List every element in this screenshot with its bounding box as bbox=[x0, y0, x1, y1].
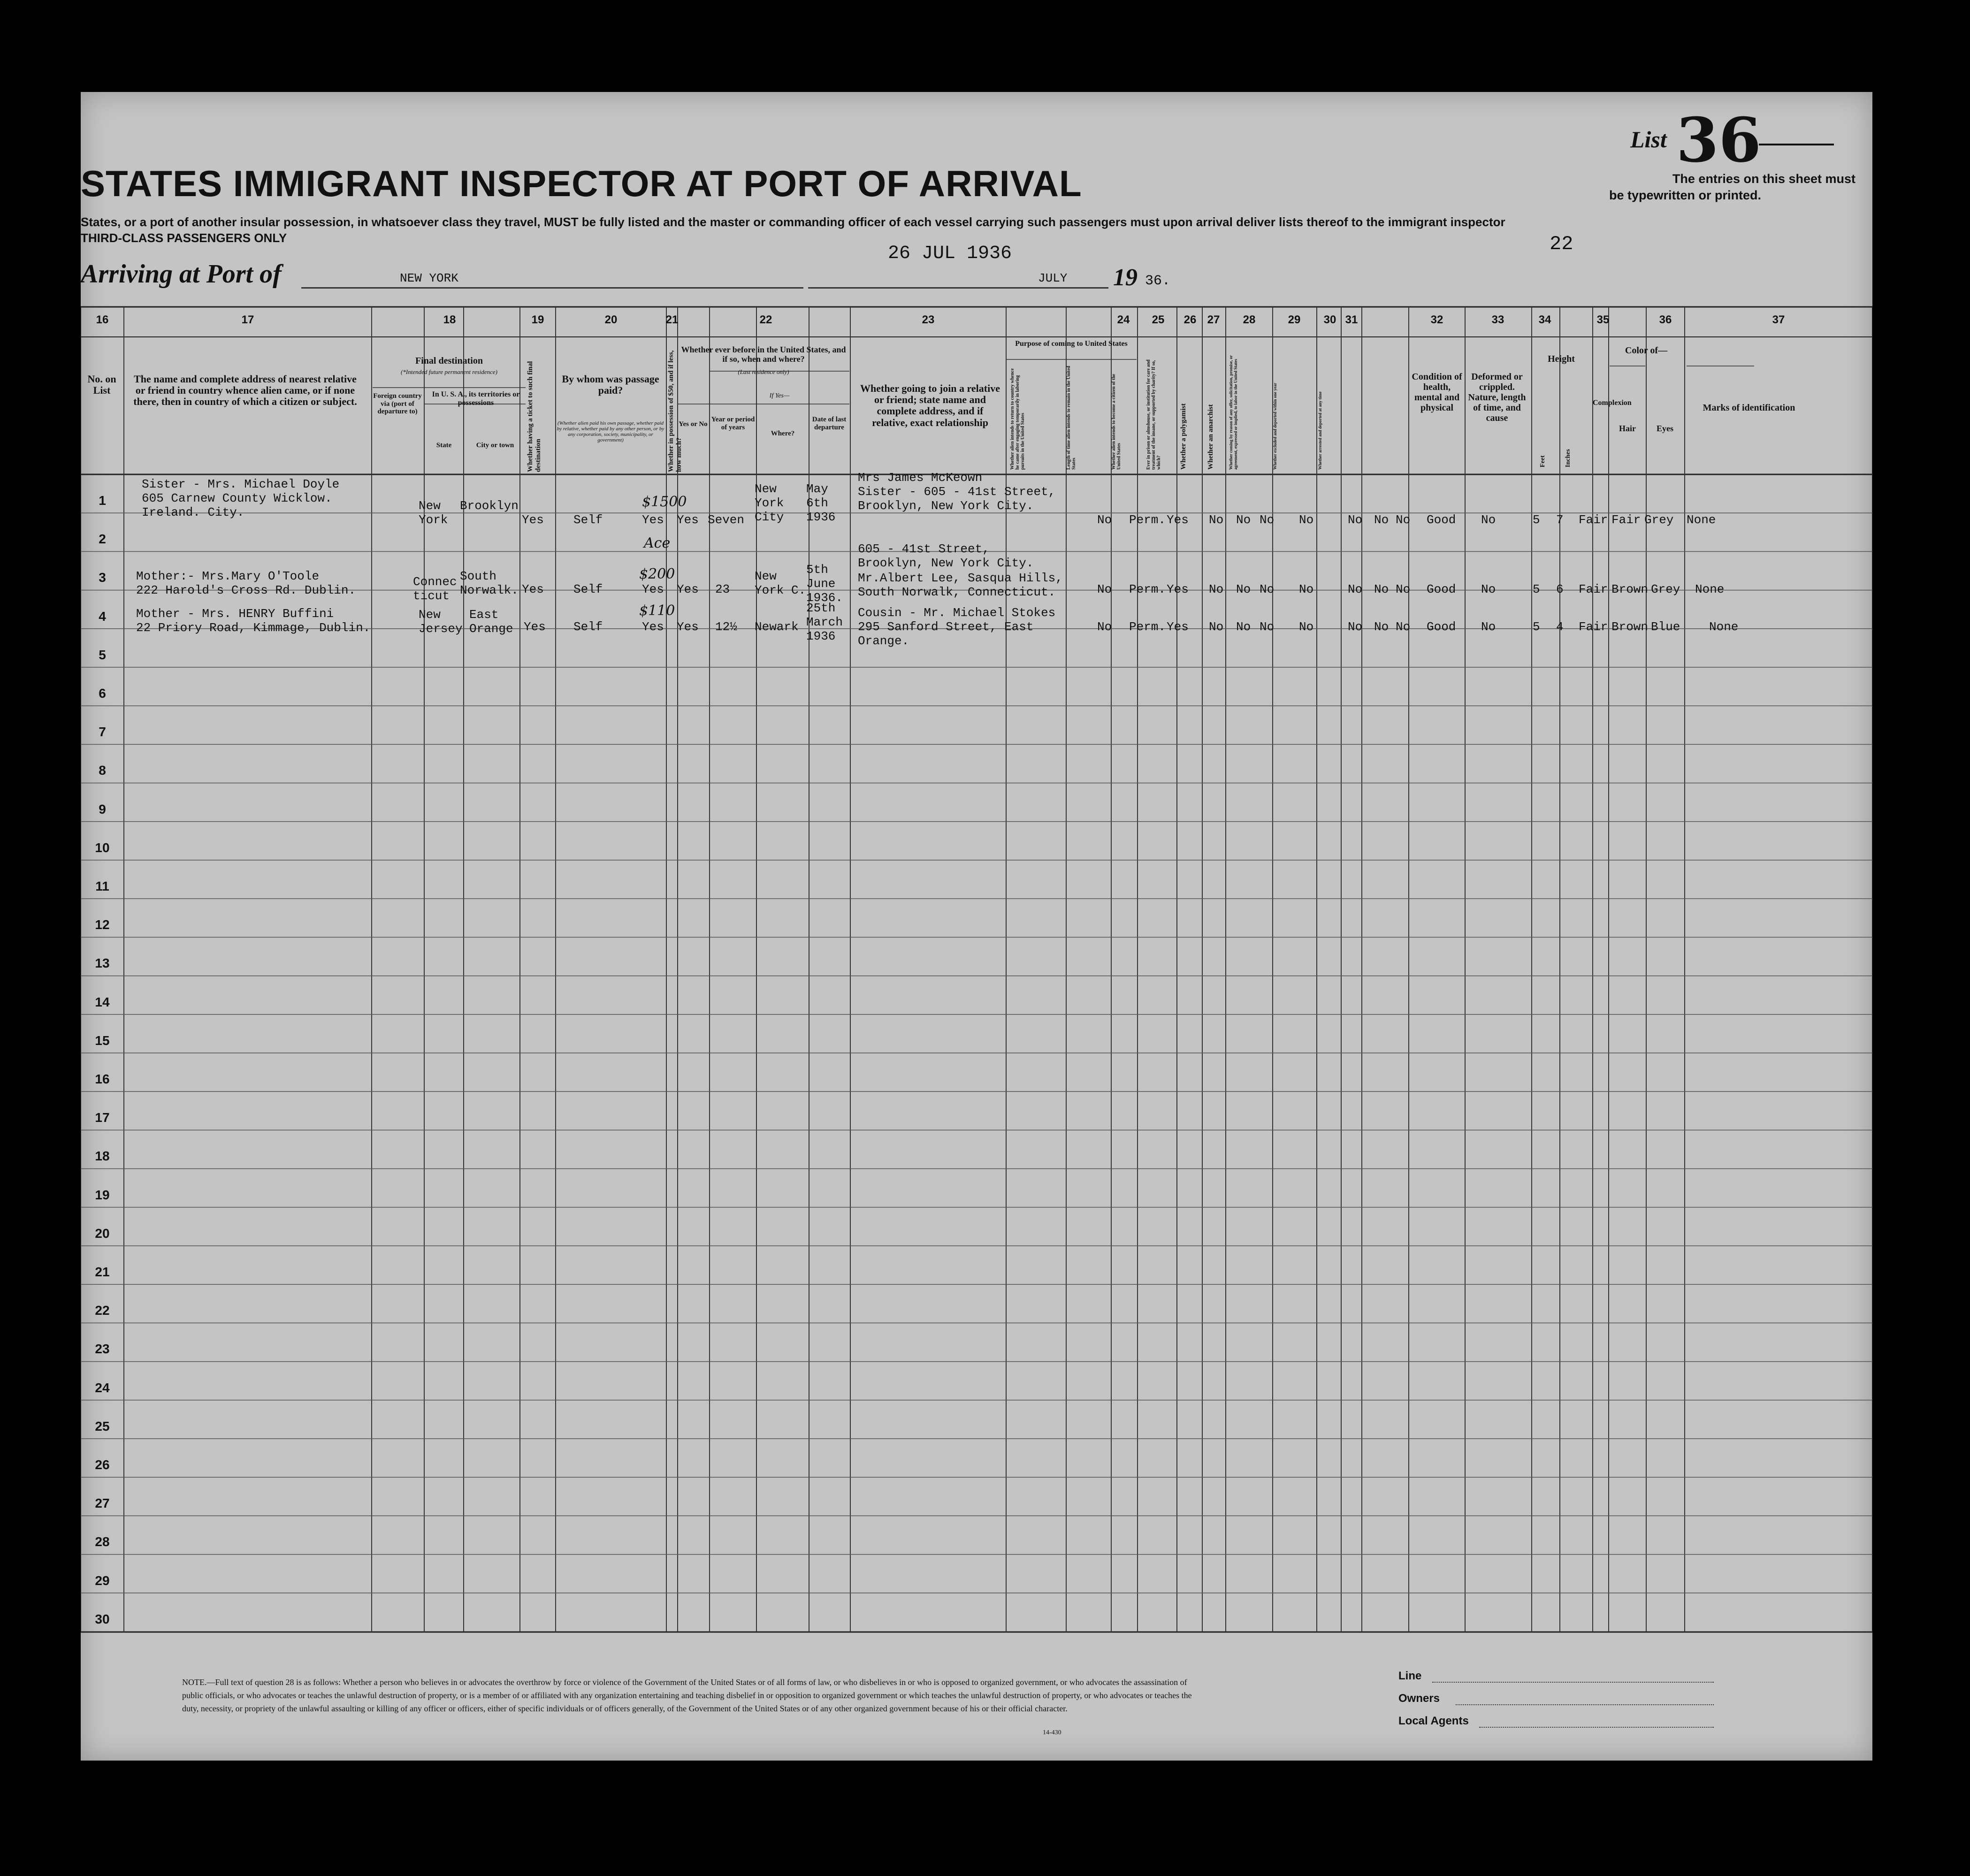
row3-marks: None bbox=[1695, 582, 1725, 596]
column-number: 30 bbox=[1323, 313, 1336, 326]
binder-hole bbox=[42, 1147, 67, 1171]
col22-yesno: Yes or No bbox=[679, 420, 708, 428]
col27-header: Whether an anarchist bbox=[1207, 404, 1214, 470]
row2-join: 605 - 41st Street, Brooklyn, New York City. bbox=[858, 542, 1034, 570]
row1-polygamist: No bbox=[1236, 513, 1251, 527]
col18-usa: In U. S. A., its territories or possessions bbox=[432, 390, 520, 407]
row4-date: 25th March 1936 bbox=[806, 601, 843, 643]
row4-complexion: Fair bbox=[1579, 620, 1608, 634]
row-number: 12 bbox=[95, 917, 110, 932]
row1-join: Mrs James McKeown Sister - 605 - 41st Street, Brooklyn, New York City. bbox=[858, 471, 1056, 513]
row3-anarchist: No bbox=[1260, 582, 1275, 596]
row1-deformed: No bbox=[1481, 513, 1496, 527]
col34-title: Height bbox=[1548, 354, 1575, 364]
col20-title: By whom was passage paid? bbox=[562, 373, 659, 397]
row1-money-note: $1500 bbox=[642, 494, 687, 510]
row-number: 18 bbox=[95, 1149, 110, 1164]
row3-deformed: No bbox=[1481, 582, 1496, 596]
column-number: 23 bbox=[922, 313, 935, 326]
row3-before: Yes bbox=[677, 582, 699, 596]
row4-polygamist: No bbox=[1236, 620, 1251, 634]
list-note-line1: The entries on this sheet must bbox=[1672, 172, 1855, 186]
row4-where: Newark bbox=[755, 620, 799, 634]
row1-prison: No bbox=[1209, 513, 1224, 527]
row-number: 2 bbox=[99, 532, 106, 547]
row4-citizen: Yes bbox=[1167, 620, 1189, 634]
row-number: 11 bbox=[95, 879, 109, 893]
col22-title: Whether ever before in the United States, and if so, when and where? bbox=[681, 345, 846, 364]
column-number: 27 bbox=[1207, 313, 1220, 326]
binder-hole bbox=[42, 688, 67, 712]
col17-header: The name and complete address of nearest relative or friend in country whence alien came, or if none there, then in country of which a citizen or subject. bbox=[133, 373, 357, 408]
row1-purpose: No bbox=[1097, 513, 1112, 527]
col22-sub: (Last residence only) bbox=[738, 368, 789, 375]
footer-line-label: Line bbox=[1398, 1670, 1422, 1682]
row-number: 21 bbox=[95, 1265, 110, 1279]
col18-city: City or town bbox=[476, 442, 514, 449]
row3-ticket: Yes bbox=[522, 582, 544, 596]
column-number: 29 bbox=[1288, 313, 1301, 326]
column-number: 19 bbox=[531, 313, 544, 326]
col25-header: Ever in prison or almshouse, or institution for care and treatment of the insane, or supported by charity? If so, which? bbox=[1146, 359, 1161, 470]
row-number: 27 bbox=[95, 1496, 110, 1511]
row-number: 8 bbox=[99, 763, 106, 778]
row4-city: East Orange bbox=[469, 608, 513, 636]
column-number: 20 bbox=[604, 313, 618, 326]
row-number: 13 bbox=[95, 956, 110, 971]
col18-title: Final destination bbox=[415, 356, 483, 366]
row3-relative: Mother:- Mrs.Mary O'Toole 222 Harold's Cross Rd. Dublin. bbox=[136, 569, 356, 597]
page-number: 22 bbox=[1550, 233, 1573, 255]
col24-c: Whether alien intends to become a citizen of the United States bbox=[1111, 374, 1122, 470]
instructions-text: States, or a port of another insular possession, in whatsoever class they travel, MUST be fully listed and the master or commanding officer of each vessel carrying such passengers must upon arrival deliver lists thereof to the immigrant inspector bbox=[81, 215, 1505, 229]
row3-date: 5th June 1936. bbox=[806, 563, 843, 605]
column-number: 26 bbox=[1184, 313, 1197, 326]
row3-where: New York C. bbox=[755, 569, 806, 597]
row3-money: Yes bbox=[642, 582, 664, 596]
column-number: 35 bbox=[1596, 313, 1610, 326]
col24-b: Length of time alien intends to remain in the United States bbox=[1066, 366, 1077, 470]
list-number: 36 bbox=[1676, 104, 1761, 176]
col22-ifyes: If Yes— bbox=[769, 392, 790, 399]
row4-relative: Mother - Mrs. HENRY Buffini 22 Priory Road, Kimmage, Dublin. bbox=[136, 607, 371, 635]
year-prefix: 19 bbox=[1113, 264, 1138, 291]
row4-ticket: Yes bbox=[524, 620, 546, 634]
col36-eyes: Eyes bbox=[1657, 424, 1673, 433]
row3-inches: 6 bbox=[1556, 582, 1564, 596]
row4-paid: Self bbox=[573, 620, 603, 634]
row3-complexion: Fair bbox=[1579, 582, 1608, 596]
row1-citizen: Yes bbox=[1167, 513, 1189, 527]
row-number: 23 bbox=[95, 1342, 110, 1357]
col22-date: Date of last departure bbox=[812, 416, 847, 431]
binder-hole bbox=[42, 1223, 67, 1247]
list-label: List bbox=[1630, 126, 1667, 153]
row1-before: Yes bbox=[677, 513, 699, 527]
row4-purpose: No bbox=[1097, 620, 1112, 634]
port-name: NEW YORK bbox=[400, 271, 458, 285]
row1-state: New York bbox=[419, 499, 448, 527]
row4-deformed: No bbox=[1481, 620, 1496, 634]
list-note-line2: be typewritten or printed. bbox=[1609, 188, 1762, 203]
row1-period: Seven bbox=[708, 513, 745, 527]
col36-title: Color of— bbox=[1625, 345, 1668, 356]
column-number: 21 bbox=[665, 313, 679, 326]
footer-agents-label: Local Agents bbox=[1398, 1715, 1469, 1727]
row3-money-note: $200 bbox=[639, 566, 675, 582]
row-number: 15 bbox=[95, 1033, 110, 1048]
row3-period: 23 bbox=[715, 582, 730, 596]
col20-sub: (Whether alien paid his own passage, whether paid by relative, whether paid by any other person, or by any corporation, society, municipality, or government) bbox=[557, 420, 664, 443]
col23-header: Whether going to join a relative or friend; state name and complete address, and if relative, exact relationship bbox=[860, 382, 1000, 428]
row1-complexion: Fair bbox=[1579, 513, 1608, 527]
col24-a: Whether alien intends to return to country whence he came after engaging temporarily in laboring pursuits in the United States bbox=[1010, 368, 1025, 470]
row-number: 29 bbox=[95, 1573, 110, 1588]
col18-foreign: Foreign country via (port of departure to) bbox=[373, 392, 422, 415]
row4-feet: 5 bbox=[1533, 620, 1540, 634]
row4-marks: None bbox=[1709, 620, 1739, 634]
column-number: 36 bbox=[1659, 313, 1672, 326]
column-number: 37 bbox=[1772, 313, 1785, 326]
row4-excluded: No bbox=[1348, 620, 1363, 634]
col34-feet: Feet bbox=[1539, 455, 1546, 467]
row1-offer: No bbox=[1299, 513, 1314, 527]
col19-header: Whether having a ticket to such final destination bbox=[527, 361, 542, 472]
footer-line-rule bbox=[1432, 1682, 1714, 1683]
row-number: 26 bbox=[95, 1457, 110, 1472]
manifest-sheet bbox=[81, 92, 1872, 1761]
row3-prison: No bbox=[1209, 582, 1224, 596]
col35-header: Complexion bbox=[1593, 399, 1632, 407]
row-number: 16 bbox=[95, 1072, 110, 1086]
row-number: 22 bbox=[95, 1303, 110, 1318]
col26-header: Whether a polygamist bbox=[1180, 403, 1187, 470]
arrival-stamp: 26 JUL 1936 bbox=[888, 243, 1012, 264]
binder-hole bbox=[42, 1466, 67, 1490]
binder-hole bbox=[42, 1540, 67, 1564]
row1-paid: Self bbox=[573, 513, 603, 527]
row3-join: Mr.Albert Lee, Sasqua Hills, South Norwalk, Connecticut. bbox=[858, 571, 1063, 599]
row1-inches: 7 bbox=[1556, 513, 1564, 527]
row4-hair: Brown bbox=[1611, 620, 1649, 634]
row4-inches: 4 bbox=[1556, 620, 1564, 634]
col28-header: Whether coming by reason of any offer, solicitation, promise, or agreement, expressed or implied, to labor in the United States bbox=[1229, 355, 1238, 470]
row1-marks: None bbox=[1687, 513, 1716, 527]
row4-eyes: Blue bbox=[1651, 620, 1680, 634]
row3-excluded: No bbox=[1348, 582, 1363, 596]
row-number: 20 bbox=[95, 1226, 110, 1241]
row1-where: New York City bbox=[755, 482, 784, 524]
row1-eyes: Grey bbox=[1644, 513, 1674, 527]
row3-city: South Norwalk. bbox=[460, 569, 519, 597]
col29-header: Whether excluded and deported within one year bbox=[1273, 382, 1277, 470]
row-number: 30 bbox=[95, 1611, 110, 1626]
row3-polygamist: No bbox=[1236, 582, 1251, 596]
row-number: 14 bbox=[95, 994, 110, 1009]
row3-deported: No bbox=[1374, 582, 1389, 596]
row4-join: Cousin - Mr. Michael Stokes 295 Sanford Street, East Orange. bbox=[858, 606, 1056, 648]
arriving-label: Arriving at Port of bbox=[81, 259, 282, 289]
column-number: 28 bbox=[1243, 313, 1256, 326]
row3-health: Good bbox=[1427, 582, 1456, 596]
row1-money: Yes bbox=[642, 513, 664, 527]
row4-before: Yes bbox=[677, 620, 699, 634]
row3-citizen: Yes bbox=[1167, 582, 1189, 596]
col32-header: Condition of health, mental and physical bbox=[1412, 372, 1462, 413]
row-number: 24 bbox=[95, 1380, 110, 1395]
col24-title: Purpose of coming to United States bbox=[1015, 340, 1128, 348]
col18-state: State bbox=[436, 442, 452, 449]
column-number: 32 bbox=[1430, 313, 1443, 326]
row1-date: May 6th 1936 bbox=[806, 482, 836, 524]
row-number: 25 bbox=[95, 1418, 110, 1434]
month: JULY bbox=[1038, 271, 1068, 285]
col34-inches: Inches bbox=[1565, 449, 1572, 467]
row1-ticket: Yes bbox=[522, 513, 544, 527]
row3-feet: 5 bbox=[1533, 582, 1540, 596]
footer-note: NOTE.—Full text of question 28 is as follows: Whether a person who believes in or advocates the overthrow by force or violence of the Government of the United States or of all forms of law, or who disbelieves in or who is opposed to organized government, or who advocates the assassination of public officials, or who advocates or teaches the unlawful destruction of property, or is a member of or affiliated with any organization entertaining and teaching disbelief in or opposition to organized government or which teaches the unlawful destruction of property, or who advocates or teaches the duty, necessity, or propriety of the unlawful assaulting or killing of any officer or officers, either of specific individuals or of officers generally, of the Government of the United States or of any other organized government because of his or their official character. bbox=[182, 1678, 1192, 1713]
row1-relative: Sister - Mrs. Michael Doyle 605 Carnew County Wicklow. Ireland. City. bbox=[142, 477, 340, 519]
row4-offer: No bbox=[1299, 620, 1314, 634]
row-number: 7 bbox=[99, 724, 106, 740]
row-number: 9 bbox=[99, 801, 106, 816]
row1-hair: Fair bbox=[1611, 513, 1641, 527]
row-number: 17 bbox=[95, 1110, 110, 1125]
row-number: 4 bbox=[99, 609, 106, 624]
column-number: 25 bbox=[1152, 313, 1165, 326]
column-number: 16 bbox=[96, 313, 109, 326]
year-suffix: 36. bbox=[1145, 273, 1171, 289]
row3-length: Perm. bbox=[1129, 582, 1166, 596]
row2-money-note: Ace bbox=[644, 535, 671, 551]
col18-sub: (*Intended future permanent residence) bbox=[401, 368, 497, 375]
row4-money-note: $110 bbox=[639, 602, 675, 619]
table-grid bbox=[81, 92, 1872, 1761]
row1-health: Good bbox=[1427, 513, 1456, 527]
col22-period: Year or period of years bbox=[711, 416, 755, 431]
row1-deported: No bbox=[1374, 513, 1389, 527]
page-title: STATES IMMIGRANT INSPECTOR AT PORT OF ARRIVAL bbox=[81, 163, 1082, 204]
row3-hair: Brown bbox=[1611, 582, 1649, 596]
row-number: 6 bbox=[99, 686, 106, 701]
col36-hair: Hair bbox=[1619, 424, 1636, 433]
row3-state: Connec ticut bbox=[413, 575, 457, 603]
row4-c31: No bbox=[1396, 620, 1411, 634]
row-number: 1 bbox=[99, 493, 106, 508]
column-number: 33 bbox=[1491, 313, 1504, 326]
binder-hole bbox=[42, 293, 67, 317]
row1-feet: 5 bbox=[1533, 513, 1540, 527]
form-number: 14-430 bbox=[1043, 1729, 1061, 1736]
col33-header: Deformed or crippled. Nature, length of time, and cause bbox=[1468, 372, 1526, 423]
footer-owners-label: Owners bbox=[1398, 1692, 1440, 1705]
class-note: THIRD-CLASS PASSENGERS ONLY bbox=[81, 231, 287, 245]
col30-header: Whether arrested and deported at any time bbox=[1318, 391, 1322, 470]
row1-c31: No bbox=[1396, 513, 1411, 527]
col37-header: Marks of identification bbox=[1703, 403, 1795, 413]
column-number: 24 bbox=[1117, 313, 1130, 326]
row4-money: Yes bbox=[642, 620, 664, 634]
col16-header: No. on List bbox=[87, 373, 116, 397]
row4-anarchist: No bbox=[1260, 620, 1275, 634]
row4-prison: No bbox=[1209, 620, 1224, 634]
row3-purpose: No bbox=[1097, 582, 1112, 596]
footer-agents-rule bbox=[1479, 1727, 1714, 1728]
row3-paid: Self bbox=[573, 582, 603, 596]
row4-period: 12½ bbox=[715, 620, 737, 634]
row-number: 3 bbox=[99, 570, 106, 585]
row4-length: Perm. bbox=[1129, 620, 1166, 634]
row1-city: Brooklyn bbox=[460, 499, 519, 513]
column-number: 17 bbox=[241, 313, 254, 326]
row-number: 28 bbox=[95, 1534, 110, 1549]
row-number: 10 bbox=[95, 840, 110, 855]
column-number: 18 bbox=[443, 313, 456, 326]
col21-header: Whether in possession of $50, and if less, how much? bbox=[667, 350, 683, 472]
row1-anarchist: No bbox=[1260, 513, 1275, 527]
row3-eyes: Grey bbox=[1651, 582, 1680, 596]
row-number: 19 bbox=[95, 1187, 110, 1202]
column-number: 31 bbox=[1345, 313, 1358, 326]
row4-state: New Jersey bbox=[419, 608, 463, 636]
row4-deported: No bbox=[1374, 620, 1389, 634]
column-number: 22 bbox=[759, 313, 772, 326]
row3-c31: No bbox=[1396, 582, 1411, 596]
footer-owners-rule bbox=[1456, 1704, 1714, 1705]
binder-hole bbox=[42, 370, 67, 394]
row4-health: Good bbox=[1427, 620, 1456, 634]
column-number: 34 bbox=[1538, 313, 1551, 326]
col22-where: Where? bbox=[771, 430, 795, 437]
row1-length: Perm. bbox=[1129, 513, 1166, 527]
row-number: 5 bbox=[99, 647, 106, 662]
row1-excluded: No bbox=[1348, 513, 1363, 527]
row3-offer: No bbox=[1299, 582, 1314, 596]
